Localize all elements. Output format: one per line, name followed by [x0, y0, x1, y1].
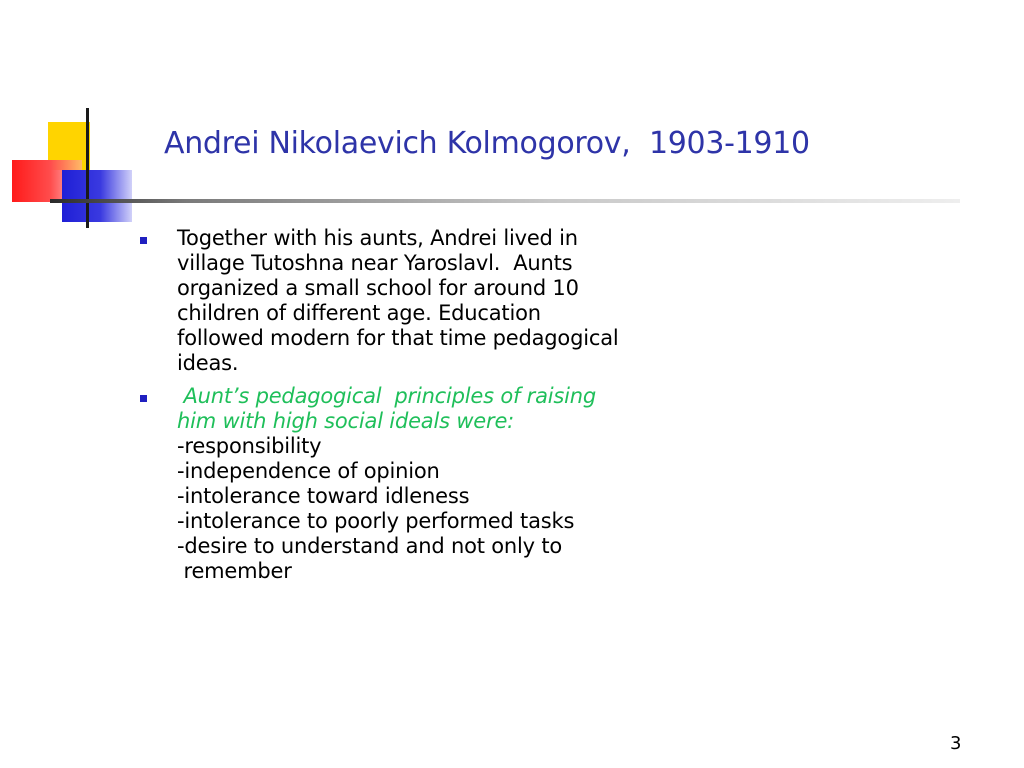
slide-title: Andrei Nikolaevich Kolmogorov, 1903-1910	[164, 126, 810, 161]
principle-line: -intolerance to poorly performed tasks	[177, 509, 575, 533]
principle-line: -responsibility	[177, 434, 322, 458]
bullet-text-line: ideas.	[177, 351, 239, 375]
principle-line: -independence of opinion	[177, 459, 440, 483]
vertical-rule	[86, 108, 89, 228]
title-underline	[50, 199, 960, 203]
highlight-text-line: him with high social ideals were:	[177, 409, 515, 433]
bullet-text-line: followed modern for that time pedagogical	[177, 326, 619, 350]
bullet-item	[140, 226, 700, 376]
decorative-logo	[0, 0, 160, 240]
bullet-square-icon	[140, 395, 147, 402]
page-number: 3	[950, 733, 962, 754]
principle-line: -intolerance toward idleness	[177, 484, 470, 508]
highlight-text-line: Aunt’s pedagogical principles of raising	[177, 384, 597, 408]
principle-line: -desire to understand and not only to	[177, 534, 563, 558]
bullet-text-line: children of different age. Education	[177, 301, 541, 325]
bullet-text-line: village Tutoshna near Yaroslavl. Aunts	[177, 251, 573, 275]
bullet-item	[140, 384, 700, 584]
bullet-text-line: Together with his aunts, Andrei lived in	[177, 226, 578, 250]
blue-square	[62, 170, 132, 222]
bullet-square-icon	[140, 237, 147, 244]
bullet-text-line: organized a small school for around 10	[177, 276, 579, 300]
bullet-list	[140, 226, 700, 592]
principle-line: remember	[177, 559, 292, 583]
